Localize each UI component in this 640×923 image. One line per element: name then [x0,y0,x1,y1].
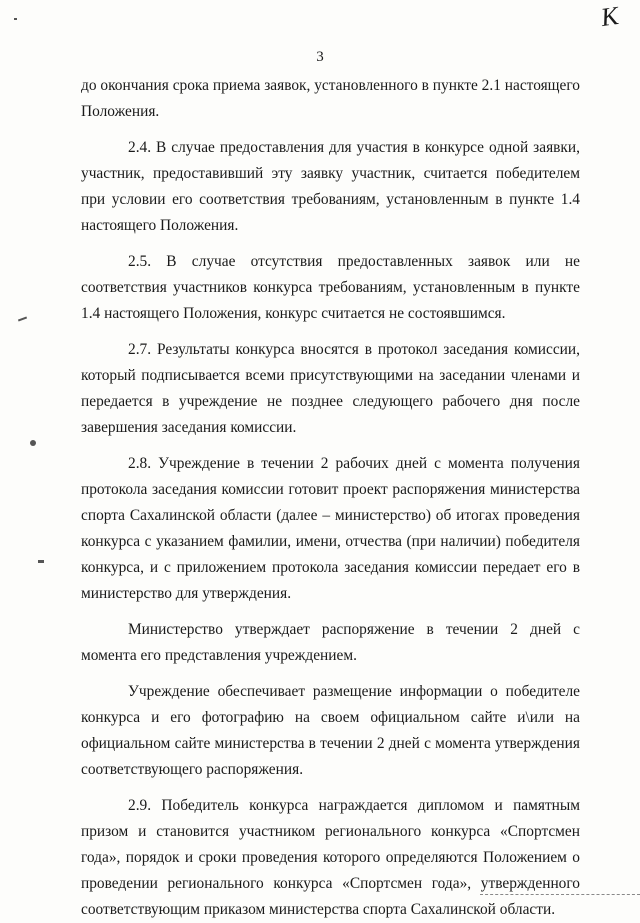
paragraph-2-5: 2.5. В случае отсутствия предоставленных заявок или не соответствия участников конкурса требованиям, установленным в пункте 1.4 настоящего Положения, конкурс считается не состоявшимся. [81,253,580,322]
scan-speck [38,560,44,563]
footer-dashes [480,894,640,896]
page-number: 3 [316,49,324,65]
paragraph-2-7: 2.7. Результаты конкурса вносятся в протокол заседания комиссии, который подписывается всеми присутствующими на заседании членами и передается в учреждение не позднее следующего рабочего дня после завершения заседания комиссии. [81,341,580,436]
scan-speck [30,440,36,446]
document-body [81,73,580,923]
paragraph-publication: Учреждение обеспечивает размещение информации о победителе конкурса и его фотографию на своем официальном сайте и\или на официальном сайте министерства в течении 2 дней с момента утверждения соответствующего распоряжения. [81,683,580,778]
paragraph-2-9: 2.9. Победитель конкурса награждается дипломом и памятным призом и становится участником регионального конкурса «Спортсмен года», порядок и сроки проведения которого определяются Положением о проведении регионального конкурса «Спортсмен года», утвержденного соответствующим приказом министерства спорта Сахалинской области. [81,797,580,918]
scan-speck [18,317,27,322]
paragraph-ministry-approval: Министерство утверждает распоряжение в течении 2 дней с момента его представления учреждением. [81,621,580,664]
paragraph-continuation: до окончания срока приема заявок, установленного в пункте 2.1 настоящего Положения. [81,77,580,120]
paragraph-2-4: 2.4. В случае предоставления для участия в конкурсе одной заявки, участник, предоставивший эту заявку участник, считается победителем при условии его соответствия требованиям, установленным в пункте 1.4 настоящего Положения. [81,139,580,234]
scan-speck [14,18,17,20]
paragraph-2-8: 2.8. Учреждение в течении 2 рабочих дней с момента получения протокола заседания комиссии готовит проект распоряжения министерства спорта Сахалинской области (далее – министерство) об итогах проведения конкурса с указанием фамилии, имени, отчества (при наличии) победителя конкурса, и с приложением протокола заседания комиссии передает его в министерство для утверждения. [81,455,580,602]
corner-mark: K [598,0,621,33]
